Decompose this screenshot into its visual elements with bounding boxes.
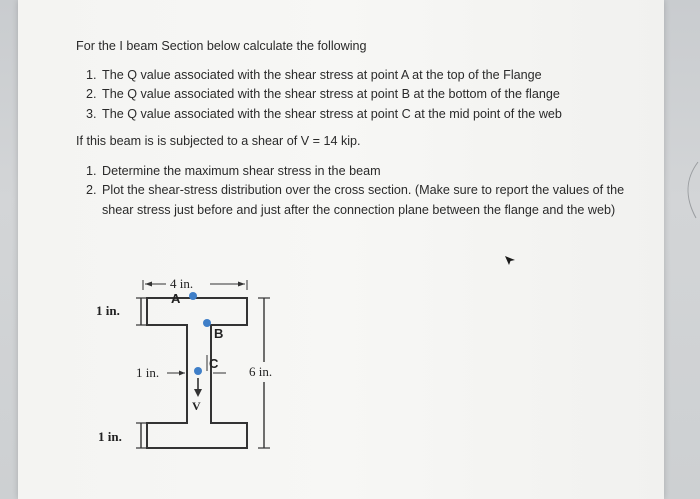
i-beam-diagram: [90, 270, 290, 460]
q-item-c: 3. The Q value associated with the shear stress at point C at the mid point of the web: [100, 105, 656, 125]
point-c-label: C: [209, 356, 219, 371]
web-thickness-label: 1 in.: [136, 365, 160, 380]
point-a-label: A: [171, 291, 181, 306]
q-item-a: 1. The Q value associated with the shear stress at point A at the top of the Flange: [100, 66, 656, 86]
top-flange-thickness-label: 1 in.: [96, 303, 120, 318]
bottom-flange-thickness-label: 1 in.: [98, 429, 122, 444]
shear-force-label: V: [192, 399, 201, 413]
flange-width-label: 4 in.: [170, 276, 194, 291]
point-b-dot: [203, 319, 211, 327]
task-list: [76, 162, 656, 221]
point-c-dot: [194, 367, 202, 375]
height-label: 6 in.: [249, 364, 273, 379]
page-edge-curl: [678, 160, 700, 220]
q-value-list: [76, 66, 656, 125]
task-max-shear: 1. Determine the maximum shear stress in the beam: [100, 162, 656, 182]
point-a-dot: [189, 292, 197, 300]
mouse-cursor-icon: [503, 253, 517, 267]
q-item-b: 2. The Q value associated with the shear stress at point B at the bottom of the flange: [100, 85, 656, 105]
problem-text: [76, 37, 656, 220]
problem-intro: For the I beam Section below calculate the following: [76, 39, 367, 53]
task-plot-distribution: 2. Plot the shear-stress distribution over the cross section. (Make sure to report the values of the shear stress just before and just after the connection plane between the flange and the web): [100, 181, 656, 220]
point-b-label: B: [214, 326, 224, 341]
shear-statement: If this beam is is subjected to a shear of V = 14 kip.: [76, 134, 361, 148]
